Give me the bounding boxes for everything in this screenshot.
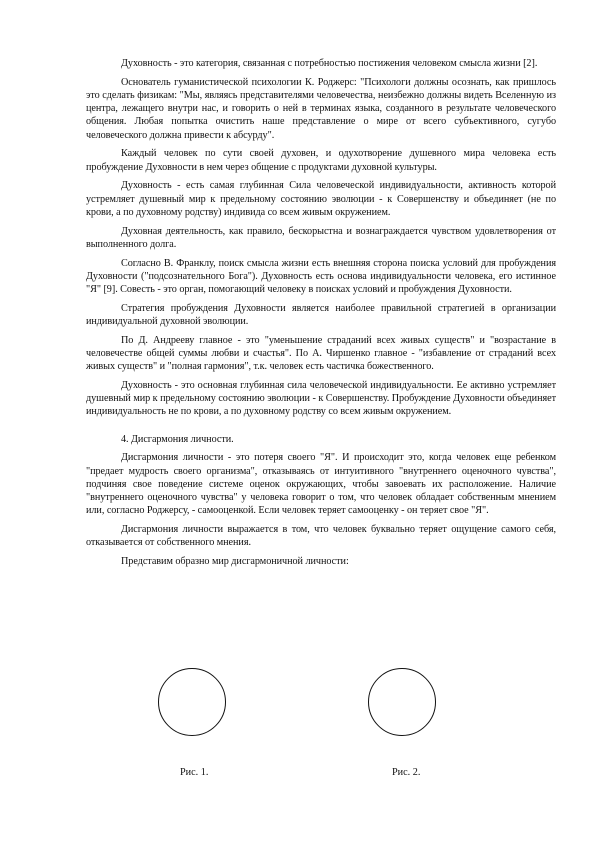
figures [0, 668, 595, 788]
text-column [86, 57, 556, 574]
paragraph: Дисгармония личности выражается в том, что человек буквально теряет ощущение самого себя, отказывается от собственного мнения. [86, 524, 556, 549]
paragraph: Согласно В. Франклу, поиск смысла жизни есть внешняя сторона поиска условий для пробуждения Духовности ("подсознательного Бога"). Духовность есть основа индивидуальности человека, его истинное "Я" [9]. Совесть - это орган, помогающий человеку в поисках условий и пробуждения Духовности. [86, 257, 556, 296]
paragraph: Духовность - есть самая глубинная Сила человеческой индивидуальности, активность которой устремляет душевный мир к предельному состоянию эволюции - к Совершенству и объединяет (не по крови, а по духовному родству) индивида со всем живым окружением. [86, 180, 556, 218]
paragraph: По Д. Андрееву главное - это "уменьшение страданий всех живых существ" и "возрастание в человечестве общей суммы любви и счастья". По А. Чиршенко главное - "избавление от страданий всех живых существ" и "полная гармония", т.к. человек есть частичка божественного. [86, 334, 556, 373]
section-heading: 4. Дисгармония личности. [121, 433, 234, 445]
paragraph: Представим образно мир дисгармоничной личности: [121, 556, 349, 568]
figure-1-caption: Рис. 1. [180, 767, 209, 778]
figure-1-circle [158, 668, 226, 736]
paragraph: Каждый человек по сути своей духовен, и одухотворение душевного мира человека есть пробуждение Духовности в нем через общение с продуктами духовной культуры. [86, 148, 556, 173]
paragraph: Дисгармония личности - это потеря своего "Я". И происходит это, когда человек еще ребенком "предает мудрость своего организма", отказываясь от интуитивного "внутреннего оценочного чувства", подчиняя свое поведение системе оценок окружающих, чтобы завоевать их расположение. Наличие "внутреннего оценочного чувства" у человека говорит о том, что человек обладает собственным мнением или, согласно Роджерсу, - самооценкой. Если человек теряет самооценку - он теряет свое "Я". [86, 452, 556, 517]
paragraph: Духовная деятельность, как правило, бескорыстна и вознаграждается чувством удовлетворения от выполненного долга. [86, 225, 556, 250]
figure-2-caption: Рис. 2. [392, 767, 421, 778]
paragraph: Духовность - это категория, связанная с потребностью постижения человеком смысла жизни [2]. [121, 58, 538, 69]
figure-2-circle [368, 668, 436, 736]
paragraph: Основатель гуманистической психологии К. Роджерс: "Психологи должны осознать, как пришлось это сделать физикам: "Мы, являясь представителями человечества, неизбежно должны видеть Вселенную из центра, лежащего внутри нас, и говорить о ней в терминах языка, созданного в результате человеческого общения. Любая попытка очистить наше представление о мире от всего субъективного, сугубо человеческого должна привести к абсурду". [86, 76, 556, 141]
paragraph: Духовность - это основная глубинная сила человеческой индивидуальности. Ее активно устремляет душевный мир к предельному состоянию эволюции - к Совершенству. Пробуждение Духовности объединяет индивидуальность не по крови, а по духовному родству со всем живым окружением. [86, 380, 556, 418]
paragraph: Стратегия пробуждения Духовности является наиболее правильной стратегией в организации индивидуальной духовной эволюции. [86, 302, 556, 328]
